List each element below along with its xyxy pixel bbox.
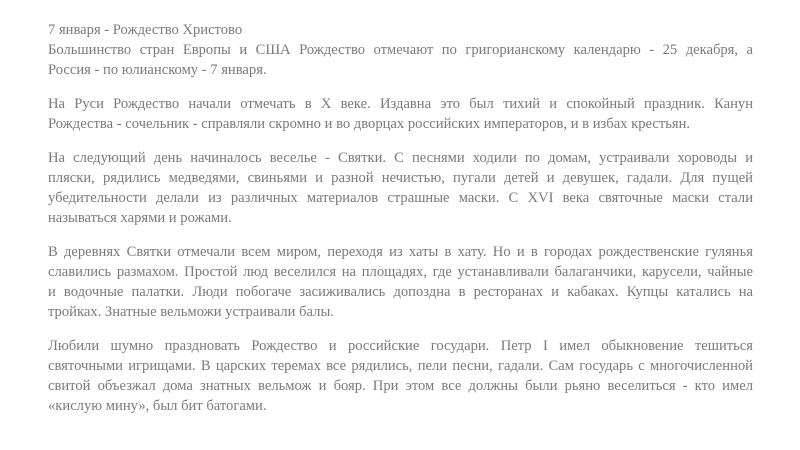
text-line: «кислую мину», был бит батогами. <box>48 398 267 414</box>
document-title: 7 января - Рождество Христово <box>48 22 243 38</box>
text-line: Большинство стран Европы и США Рождество отмечают по григорианскому календарю - 25 декабря, а <box>48 42 753 58</box>
text-line: славились размахом. Простой люд веселился на площадях, где устанавливали балаганчики, карусели, чайные <box>48 264 753 280</box>
paragraph-4 <box>48 242 753 322</box>
text-line: На Руси Рождество начали отмечать в X веке. Издавна это был тихий и спокойный праздник. Канун <box>48 96 753 112</box>
document <box>48 20 753 430</box>
text-line: святочными игрищами. В царских теремах все рядились, пели песни, гадали. Сам государь с многочисленной <box>48 358 753 374</box>
text-line: В деревнях Святки отмечали всем миром, переходя из хаты в хату. Но и в городах рождественские гулянья <box>48 244 753 260</box>
text-line: Рождества - сочельник - справляли скромно и во дворцах российских императоров, и в избах крестьян. <box>48 116 691 132</box>
paragraph-2 <box>48 94 753 134</box>
text-line: и водочные палатки. Люди побогаче засиживались допоздна в ресторанах и кабаках. Купцы катались на <box>48 284 753 300</box>
text-line: убедительности делали из различных материалов страшные маски. С XVI века святочные маски стали <box>48 190 753 206</box>
text-line: Любили шумно праздновать Рождество и российские государи. Петр I имел обыкновение тешиться <box>48 338 753 354</box>
paragraph-5 <box>48 336 753 416</box>
paragraph-3 <box>48 148 753 228</box>
paragraph-1 <box>48 20 753 80</box>
text-line: Россия - по юлианскому - 7 января. <box>48 62 267 78</box>
text-line: тройках. Знатные вельможи устраивали балы. <box>48 304 334 320</box>
text-line: пляски, рядились медведями, свиньями и разной нечистью, пугали детей и девушек, гадали. Для пущей <box>48 170 753 186</box>
text-line: свитой объезжал дома знатных вельмож и бояр. При этом все должны были рьяно веселиться - кто имел <box>48 378 753 394</box>
text-line: На следующий день начиналось веселье - Святки. С песнями ходили по домам, устраивали хороводы и <box>48 150 753 166</box>
text-line: называться харями и рожами. <box>48 210 232 226</box>
